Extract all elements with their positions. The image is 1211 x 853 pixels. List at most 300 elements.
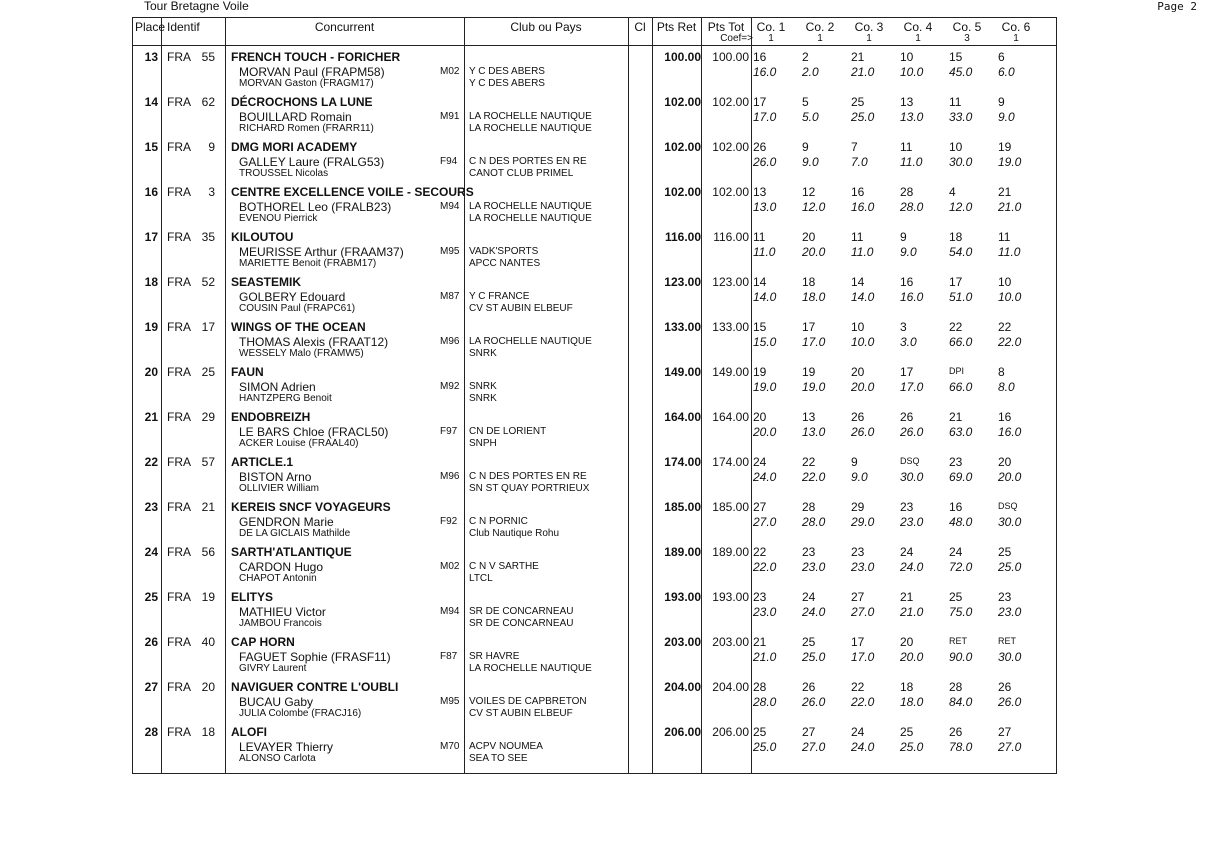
skipper-club: CN DE LORIENT: [469, 426, 547, 437]
race-6-score: 20.0: [998, 470, 1022, 484]
race-6-rank: 23: [998, 590, 1012, 604]
race-6-score: 22.0: [998, 335, 1022, 349]
category: M96: [440, 471, 460, 482]
skipper-club: SR DE CONCARNEAU: [469, 606, 574, 617]
crew-club: Club Nautique Rohu: [469, 528, 560, 539]
race-4-rank: 24: [900, 545, 914, 559]
points-total: 204.00: [712, 680, 749, 694]
sail-number: 55: [201, 50, 215, 64]
race-2-rank: 27: [802, 725, 816, 739]
place: 28: [144, 725, 158, 739]
place: 14: [144, 95, 158, 109]
crew-club: SR DE CONCARNEAU: [469, 618, 574, 629]
points-retained: 164.00: [664, 410, 701, 424]
race-3-rank: 25: [851, 95, 865, 109]
race-3-score: 29.0: [851, 515, 875, 529]
race-2-score: 9.0: [802, 155, 819, 169]
race-6-score: 30.0: [998, 515, 1022, 529]
race-6-rank: 25: [998, 545, 1012, 559]
sail-number: 57: [201, 455, 215, 469]
place: 17: [144, 230, 158, 244]
race-2-score: 28.0: [802, 515, 826, 529]
result-row: [133, 587, 1056, 632]
boat-name: ARTICLE.1: [231, 455, 294, 469]
points-retained: 185.00: [664, 500, 701, 514]
nationality: FRA: [167, 140, 191, 154]
points-retained: 189.00: [664, 545, 701, 559]
race-1-rank: 19: [753, 365, 767, 379]
skipper-club: LA ROCHELLE NAUTIQUE: [469, 201, 592, 212]
boat-name: WINGS OF THE OCEAN: [231, 320, 366, 334]
race-1-rank: 21: [753, 635, 767, 649]
race-3-rank: 20: [851, 365, 865, 379]
sail-number: 35: [201, 230, 215, 244]
race-5-rank: 25: [949, 590, 963, 604]
points-total: 102.00: [712, 95, 749, 109]
points-total: 102.00: [712, 140, 749, 154]
points-total: 149.00: [712, 365, 749, 379]
sail-number: 18: [201, 725, 215, 739]
race-5-rank: DPI: [949, 366, 965, 376]
skipper-club: Y C FRANCE: [469, 291, 530, 302]
header-class: Cl: [634, 20, 646, 34]
race-3-score: 17.0: [851, 650, 875, 664]
race-2-rank: 22: [802, 455, 816, 469]
sail-number: 17: [201, 320, 215, 334]
race-6-score: 11.0: [998, 245, 1021, 259]
race-2-score: 13.0: [802, 425, 826, 439]
place: 16: [144, 185, 158, 199]
boat-name: CENTRE EXCELLENCE VOILE - SECOURS: [231, 185, 474, 199]
category: M02: [440, 561, 460, 572]
category: M87: [440, 291, 460, 302]
points-retained: 100.00: [664, 50, 701, 64]
race-5-score: 84.0: [949, 695, 973, 709]
result-row: [133, 272, 1056, 317]
points-total: 100.00: [712, 50, 749, 64]
race-6-rank: 26: [998, 680, 1012, 694]
crew-club: LA ROCHELLE NAUTIQUE: [469, 123, 592, 134]
race-6-rank: 8: [998, 365, 1005, 379]
category: M94: [440, 201, 460, 212]
crew-name: HANTZPERG Benoit: [239, 393, 332, 404]
skipper-name: MATHIEU Victor: [239, 605, 326, 619]
points-total: 206.00: [712, 725, 749, 739]
race-4-score: 17.0: [900, 380, 924, 394]
race-5-rank: 24: [949, 545, 963, 559]
race-4-score: 25.0: [900, 740, 924, 754]
sail-number: 56: [201, 545, 215, 559]
skipper-name: MEURISSE Arthur (FRAAM37): [239, 245, 404, 259]
crew-name: GIVRY Laurent: [239, 663, 307, 674]
race-6-rank: 16: [998, 410, 1012, 424]
skipper-club: C N DES PORTES EN RE: [469, 471, 587, 482]
category: F92: [440, 516, 458, 527]
race-3-score: 25.0: [851, 110, 875, 124]
race-2-rank: 19: [802, 365, 816, 379]
race-6-rank: 10: [998, 275, 1012, 289]
race-1-score: 25.0: [753, 740, 777, 754]
category: F87: [440, 651, 458, 662]
sail-number: 21: [201, 500, 215, 514]
race-1-rank: 11: [753, 230, 766, 244]
race-5-score: 66.0: [949, 380, 973, 394]
race-3-score: 26.0: [851, 425, 875, 439]
race-3-rank: 17: [851, 635, 865, 649]
header-coef: Coef=>: [720, 33, 753, 44]
nationality: FRA: [167, 410, 191, 424]
race-4-score: 11.0: [900, 155, 923, 169]
skipper-name: GALLEY Laure (FRALG53): [239, 155, 385, 169]
race-5-score: 45.0: [949, 65, 973, 79]
crew-club: LA ROCHELLE NAUTIQUE: [469, 213, 592, 224]
race-2-score: 27.0: [802, 740, 826, 754]
race-2-rank: 24: [802, 590, 816, 604]
race-3-score: 11.0: [851, 245, 874, 259]
sail-number: 20: [201, 680, 215, 694]
boat-name: NAVIGUER CONTRE L'OUBLI: [231, 680, 399, 694]
points-total: 116.00: [713, 230, 749, 244]
race-1-rank: 26: [753, 140, 767, 154]
race-4-score: 9.0: [900, 245, 917, 259]
nationality: FRA: [167, 455, 191, 469]
race-5-score: 90.0: [949, 650, 973, 664]
result-row: [133, 92, 1056, 137]
race-6-rank: RET: [998, 636, 1016, 646]
header-separator: [133, 45, 1056, 46]
race-4-score: 21.0: [900, 605, 924, 619]
race-6-score: 8.0: [998, 380, 1015, 394]
race-1-score: 27.0: [753, 515, 777, 529]
points-total: 102.00: [712, 185, 749, 199]
race-6-rank: 21: [998, 185, 1012, 199]
crew-club: SEA TO SEE: [469, 753, 528, 764]
category: M94: [440, 606, 460, 617]
race-1-score: 21.0: [753, 650, 777, 664]
header-competitor: Concurrent: [314, 20, 375, 34]
race-2-score: 24.0: [802, 605, 826, 619]
header-pts-ret: Pts Ret: [656, 20, 697, 34]
race-2-rank: 25: [802, 635, 816, 649]
boat-name: DÉCROCHONS LA LUNE: [231, 95, 373, 109]
race-1-score: 22.0: [753, 560, 777, 574]
race-6-score: 6.0: [998, 65, 1015, 79]
race-3-score: 23.0: [851, 560, 875, 574]
header-race-4: Co. 4: [903, 20, 933, 34]
race-2-rank: 28: [802, 500, 816, 514]
result-row: [133, 362, 1056, 407]
race-1-score: 13.0: [753, 200, 777, 214]
nationality: FRA: [167, 185, 191, 199]
crew-name: JAMBOU Francois: [239, 618, 322, 629]
race-1-score: 17.0: [753, 110, 777, 124]
race-2-rank: 9: [802, 140, 809, 154]
nationality: FRA: [167, 545, 191, 559]
race-2-rank: 20: [802, 230, 816, 244]
skipper-name: LEVAYER Thierry: [239, 740, 334, 754]
result-row: [133, 137, 1056, 182]
race-6-rank: 9: [998, 95, 1005, 109]
nationality: FRA: [167, 590, 191, 604]
document-title: Tour Bretagne Voile: [144, 0, 249, 13]
crew-club: SNRK: [469, 348, 497, 359]
points-total: 189.00: [712, 545, 749, 559]
race-2-rank: 5: [802, 95, 809, 109]
header-race-2-coef: 1: [817, 33, 823, 44]
category: M95: [440, 246, 460, 257]
race-5-score: 30.0: [949, 155, 973, 169]
place: 23: [144, 500, 158, 514]
race-1-score: 15.0: [753, 335, 777, 349]
place: 18: [144, 275, 158, 289]
race-4-score: 30.0: [900, 470, 924, 484]
crew-club: CANOT CLUB PRIMEL: [469, 168, 574, 179]
category: M95: [440, 696, 460, 707]
race-4-score: 16.0: [900, 290, 924, 304]
race-3-score: 10.0: [851, 335, 875, 349]
race-6-score: 9.0: [998, 110, 1015, 124]
header-club: Club ou Pays: [510, 20, 582, 34]
race-3-score: 14.0: [851, 290, 875, 304]
points-retained: 133.00: [664, 320, 701, 334]
race-1-score: 26.0: [753, 155, 777, 169]
race-2-score: 25.0: [802, 650, 826, 664]
race-1-score: 20.0: [753, 425, 777, 439]
result-row: [133, 452, 1056, 497]
race-2-score: 18.0: [802, 290, 826, 304]
race-6-rank: 11: [998, 230, 1011, 244]
place: 27: [144, 680, 158, 694]
race-5-rank: 23: [949, 455, 963, 469]
boat-name: SEASTEMIK: [231, 275, 302, 289]
race-3-rank: 23: [851, 545, 865, 559]
page-number: Page 2: [1157, 0, 1197, 13]
race-1-rank: 13: [753, 185, 767, 199]
race-4-rank: DSQ: [900, 456, 920, 466]
race-4-rank: 11: [900, 140, 913, 154]
points-total: 164.00: [712, 410, 749, 424]
nationality: FRA: [167, 365, 191, 379]
race-4-rank: 18: [900, 680, 914, 694]
race-2-score: 20.0: [802, 245, 826, 259]
race-5-rank: 15: [949, 50, 963, 64]
boat-name: ENDOBREIZH: [231, 410, 311, 424]
sail-number: 3: [208, 185, 215, 199]
race-3-score: 24.0: [851, 740, 875, 754]
boat-name: ALOFI: [231, 725, 267, 739]
race-6-score: 10.0: [998, 290, 1022, 304]
header-place: Place: [135, 20, 166, 34]
points-retained: 193.00: [664, 590, 701, 604]
nationality: FRA: [167, 635, 191, 649]
race-3-score: 27.0: [851, 605, 875, 619]
sail-number: 62: [201, 95, 215, 109]
results-rows: [133, 47, 1056, 767]
place: 21: [144, 410, 158, 424]
crew-club: Y C DES ABERS: [469, 78, 545, 89]
points-total: 133.00: [712, 320, 749, 334]
place: 24: [144, 545, 158, 559]
race-3-rank: 21: [851, 50, 865, 64]
crew-name: RICHARD Romen (FRARR11): [239, 123, 374, 134]
race-4-rank: 10: [900, 50, 914, 64]
race-6-rank: 19: [998, 140, 1012, 154]
race-1-rank: 14: [753, 275, 767, 289]
skipper-name: BUCAU Gaby: [239, 695, 314, 709]
nationality: FRA: [167, 320, 191, 334]
race-5-rank: 22: [949, 320, 963, 334]
race-5-score: 75.0: [949, 605, 973, 619]
points-total: 193.00: [712, 590, 749, 604]
race-6-rank: 6: [998, 50, 1005, 64]
race-2-score: 17.0: [802, 335, 826, 349]
race-1-score: 19.0: [753, 380, 777, 394]
race-5-score: 66.0: [949, 335, 973, 349]
header-race-5: Co. 5: [952, 20, 982, 34]
race-2-score: 22.0: [802, 470, 826, 484]
points-total: 123.00: [712, 275, 749, 289]
nationality: FRA: [167, 680, 191, 694]
boat-name: ELITYS: [231, 590, 274, 604]
race-5-score: 33.0: [949, 110, 973, 124]
crew-club: CV ST AUBIN ELBEUF: [469, 708, 573, 719]
place: 25: [144, 590, 158, 604]
race-1-score: 23.0: [753, 605, 777, 619]
crew-club: LTCL: [469, 573, 493, 584]
result-row: [133, 407, 1056, 452]
crew-name: CHAPOT Antonin: [239, 573, 317, 584]
race-5-rank: 17: [949, 275, 963, 289]
skipper-club: LA ROCHELLE NAUTIQUE: [469, 336, 592, 347]
skipper-club: VOILES DE CAPBRETON: [469, 696, 587, 707]
place: 19: [144, 320, 158, 334]
race-5-score: 51.0: [949, 290, 973, 304]
skipper-name: GOLBERY Edouard: [239, 290, 346, 304]
crew-name: OLLIVIER William: [239, 483, 320, 494]
race-4-rank: 3: [900, 320, 907, 334]
sail-number: 9: [208, 140, 215, 154]
race-4-score: 13.0: [900, 110, 924, 124]
race-1-rank: 27: [753, 500, 767, 514]
result-row: [133, 542, 1056, 587]
race-1-score: 24.0: [753, 470, 777, 484]
race-3-rank: 11: [851, 230, 864, 244]
skipper-name: GENDRON Marie: [239, 515, 334, 529]
crew-club: LA ROCHELLE NAUTIQUE: [469, 663, 592, 674]
skipper-club: LA ROCHELLE NAUTIQUE: [469, 111, 592, 122]
crew-name: COUSIN Paul (FRAPC61): [239, 303, 356, 314]
race-3-rank: 9: [851, 455, 858, 469]
race-6-score: 26.0: [998, 695, 1022, 709]
race-6-rank: 22: [998, 320, 1012, 334]
header-race-3: Co. 3: [854, 20, 884, 34]
category: M70: [440, 741, 460, 752]
skipper-club: C N DES PORTES EN RE: [469, 156, 587, 167]
race-5-rank: 28: [949, 680, 963, 694]
points-retained: 102.00: [664, 140, 701, 154]
race-2-score: 5.0: [802, 110, 819, 124]
category: M96: [440, 336, 460, 347]
header-race-2: Co. 2: [805, 20, 835, 34]
nationality: FRA: [167, 50, 191, 64]
race-5-rank: 4: [949, 185, 956, 199]
race-5-rank: 21: [949, 410, 963, 424]
category: F94: [440, 156, 458, 167]
crew-name: EVENOU Pierrick: [239, 213, 318, 224]
crew-name: JULIA Colombe (FRACJ16): [239, 708, 362, 719]
crew-name: WESSELY Malo (FRAMW5): [239, 348, 364, 359]
points-retained: 123.00: [664, 275, 701, 289]
sail-number: 25: [201, 365, 215, 379]
race-3-score: 21.0: [851, 65, 875, 79]
race-3-rank: 27: [851, 590, 865, 604]
skipper-name: BOUILLARD Romain: [239, 110, 352, 124]
nationality: FRA: [167, 500, 191, 514]
skipper-club: SR HAVRE: [469, 651, 520, 662]
skipper-club: ACPV NOUMEA: [469, 741, 543, 752]
crew-name: MORVAN Gaston (FRAGM17): [239, 78, 374, 89]
race-1-score: 14.0: [753, 290, 777, 304]
skipper-name: BOTHOREL Leo (FRALB23): [239, 200, 392, 214]
nationality: FRA: [167, 275, 191, 289]
race-4-score: 3.0: [900, 335, 917, 349]
sail-number: 40: [201, 635, 215, 649]
points-total: 203.00: [712, 635, 749, 649]
skipper-name: MORVAN Paul (FRAPM58): [239, 65, 385, 79]
crew-club: SNPH: [469, 438, 497, 449]
race-4-rank: 13: [900, 95, 914, 109]
race-4-rank: 21: [900, 590, 914, 604]
race-5-score: 69.0: [949, 470, 973, 484]
race-2-rank: 17: [802, 320, 816, 334]
race-5-score: 12.0: [949, 200, 973, 214]
skipper-club: C N V SARTHE: [469, 561, 539, 572]
race-5-score: 78.0: [949, 740, 973, 754]
crew-club: SN ST QUAY PORTRIEUX: [469, 483, 590, 494]
race-4-score: 18.0: [900, 695, 924, 709]
race-6-rank: DSQ: [998, 501, 1018, 511]
race-4-score: 20.0: [900, 650, 924, 664]
race-5-score: 54.0: [949, 245, 973, 259]
category: M92: [440, 381, 460, 392]
result-row: [133, 227, 1056, 272]
crew-club: CV ST AUBIN ELBEUF: [469, 303, 573, 314]
header-race-1: Co. 1: [756, 20, 786, 34]
race-2-rank: 12: [802, 185, 816, 199]
crew-name: TROUSSEL Nicolas: [239, 168, 329, 179]
race-5-rank: 11: [949, 95, 962, 109]
race-5-score: 48.0: [949, 515, 973, 529]
header-race-3-coef: 1: [866, 33, 872, 44]
skipper-club: VADK'SPORTS: [469, 246, 539, 257]
header-race-1-coef: 1: [768, 33, 774, 44]
race-2-rank: 26: [802, 680, 816, 694]
sail-number: 29: [201, 410, 215, 424]
result-row: [133, 317, 1056, 362]
race-6-rank: 20: [998, 455, 1012, 469]
header-identif: Identif: [167, 20, 200, 34]
points-retained: 206.00: [664, 725, 701, 739]
place: 15: [144, 140, 158, 154]
skipper-name: FAGUET Sophie (FRASF11): [239, 650, 391, 664]
points-retained: 204.00: [664, 680, 701, 694]
place: 26: [144, 635, 158, 649]
results-table: [132, 17, 1057, 774]
race-1-rank: 22: [753, 545, 767, 559]
race-3-rank: 26: [851, 410, 865, 424]
race-3-rank: 10: [851, 320, 865, 334]
header-race-6: Co. 6: [1001, 20, 1031, 34]
